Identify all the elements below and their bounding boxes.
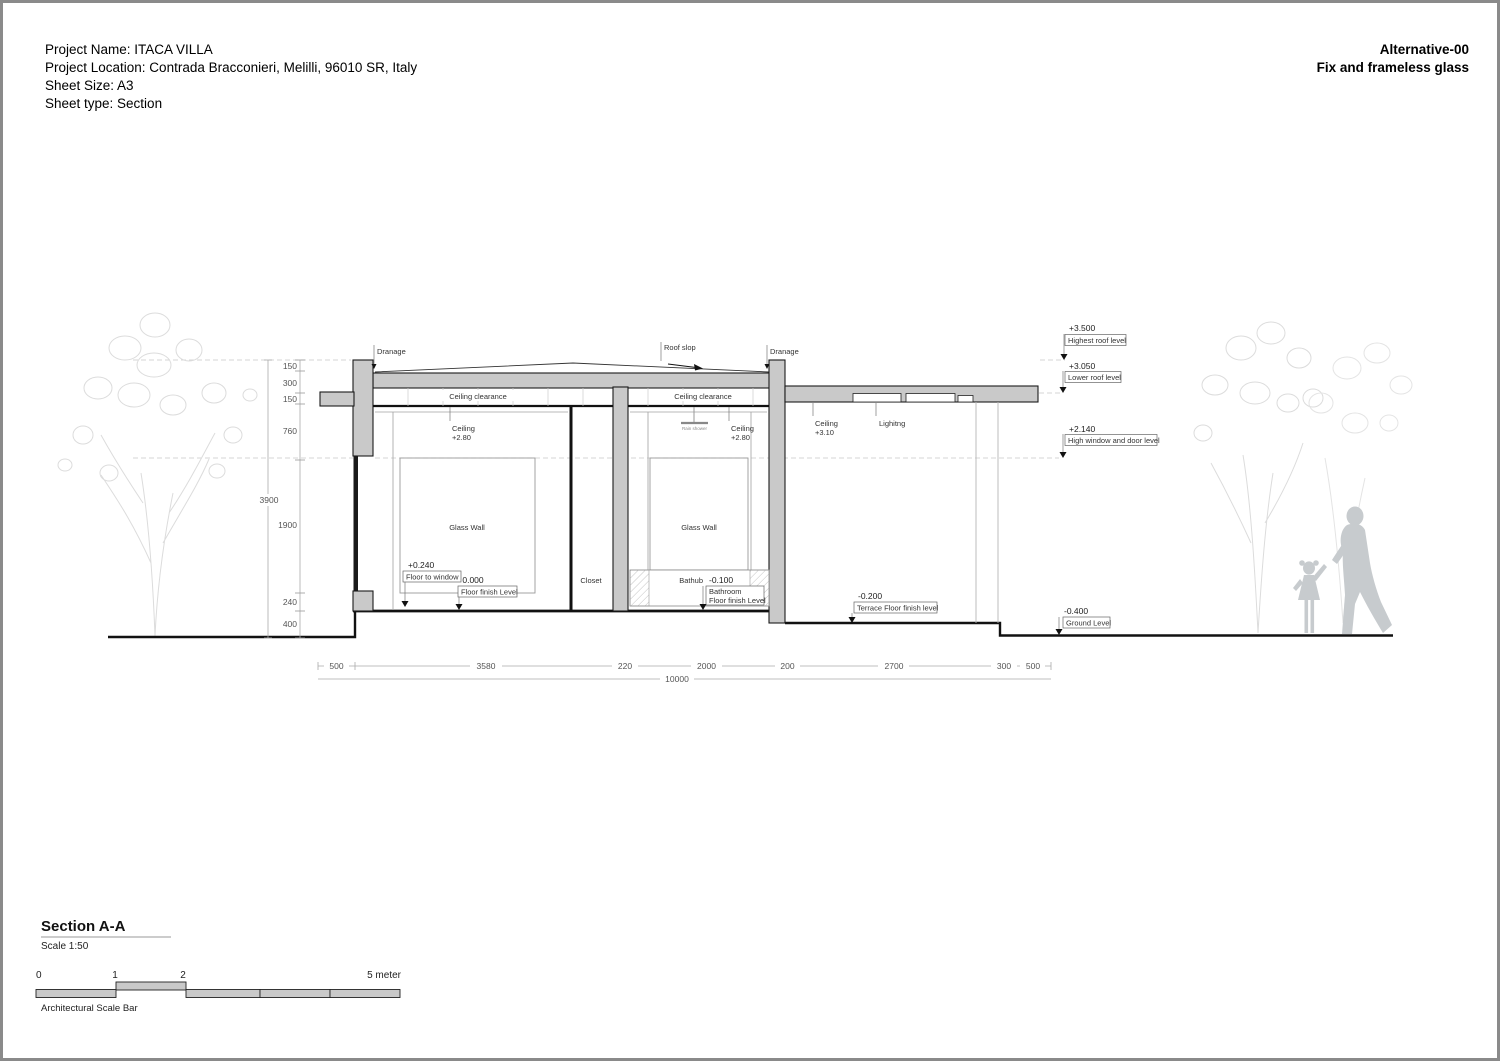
level-ground xyxy=(1056,606,1112,635)
sheet-size: Sheet Size: A3 xyxy=(45,78,134,93)
rain-shower-icon xyxy=(681,407,708,431)
svg-text:240: 240 xyxy=(282,597,297,607)
svg-text:150: 150 xyxy=(282,361,297,371)
left-sill-block xyxy=(353,591,373,611)
svg-text:Lower roof level: Lower roof level xyxy=(1068,373,1121,382)
svg-text:Bathroom: Bathroom xyxy=(709,587,742,596)
ground-line-left xyxy=(108,611,355,637)
svg-text:Highest roof level: Highest roof level xyxy=(1068,336,1126,345)
svg-text:150: 150 xyxy=(282,394,297,404)
svg-text:500: 500 xyxy=(329,661,344,671)
architectural-scale-bar xyxy=(36,970,402,1014)
roof-slope-label xyxy=(661,342,703,371)
svg-text:+3.500: +3.500 xyxy=(1069,323,1096,333)
tree-left xyxy=(58,313,257,636)
dim-bottom-total: 10000 xyxy=(665,674,689,684)
drainage-left-label xyxy=(372,345,406,369)
svg-text:300: 300 xyxy=(996,661,1012,671)
roof-slope-lines xyxy=(375,363,769,372)
svg-text:Ground Level: Ground Level xyxy=(1066,618,1112,628)
svg-text:Lighitng: Lighitng xyxy=(879,419,906,428)
svg-text:220: 220 xyxy=(617,661,633,671)
svg-text:Ceiling: Ceiling xyxy=(731,424,754,433)
sheet-type: Sheet type: Section xyxy=(45,96,163,111)
svg-text:Floor finish Level: Floor finish Level xyxy=(461,587,518,597)
floor-to-window-annotation xyxy=(402,560,462,607)
scale-bar-label: Architectural Scale Bar xyxy=(41,1003,138,1014)
closet-wall xyxy=(570,406,573,611)
ceiling-clearance-left: Ceiling clearance xyxy=(449,392,507,401)
canopy-light-recess xyxy=(906,394,955,403)
svg-text:0: 0 xyxy=(36,970,42,981)
alternative-subtitle: Fix and frameless glass xyxy=(1316,60,1469,75)
section-drawing xyxy=(3,3,1500,1061)
drainage-right-text: Dranage xyxy=(770,347,799,356)
svg-text:Terrace Floor finish level: Terrace Floor finish level xyxy=(857,603,939,613)
svg-text:1: 1 xyxy=(112,970,118,981)
drainage-left-text: Dranage xyxy=(377,347,406,356)
svg-text:High window and door level: High window and door level xyxy=(1068,436,1160,445)
alternative-title: Alternative-00 xyxy=(1379,42,1469,57)
closet-text: Closet xyxy=(580,576,602,585)
glass-wall-bath xyxy=(650,458,748,570)
svg-text:+2.80: +2.80 xyxy=(731,433,750,442)
left-glass-facade xyxy=(354,456,359,591)
middle-wall xyxy=(613,387,628,611)
right-wall xyxy=(769,360,785,623)
svg-text:1900: 1900 xyxy=(278,520,297,530)
svg-text:Ceiling: Ceiling xyxy=(815,419,838,428)
dimension-chain-bottom xyxy=(318,661,1051,685)
ceiling-clearance-right: Ceiling clearance xyxy=(674,392,732,401)
floor-finish-annotation xyxy=(456,575,519,610)
adult-figure xyxy=(1332,507,1392,635)
level-highest-roof xyxy=(1061,323,1127,360)
svg-text:+0.240: +0.240 xyxy=(408,560,435,570)
svg-text:200: 200 xyxy=(780,661,795,671)
rain-shower-text: Rain shower xyxy=(681,426,708,431)
svg-text:-0.200: -0.200 xyxy=(858,591,883,601)
svg-text:400: 400 xyxy=(282,619,297,629)
svg-text:Ceiling: Ceiling xyxy=(452,424,475,433)
svg-text:Bathub: Bathub xyxy=(679,576,703,585)
canopy-light-recess xyxy=(853,394,901,403)
svg-text:Floor to window: Floor to window xyxy=(406,572,459,582)
svg-text:+3.10: +3.10 xyxy=(815,428,834,437)
svg-text:+3.050: +3.050 xyxy=(1069,361,1096,371)
roof-slope-text: Roof slop xyxy=(664,343,696,352)
svg-text:2: 2 xyxy=(180,970,186,981)
svg-text:2700: 2700 xyxy=(884,661,904,671)
svg-text:-0.400: -0.400 xyxy=(1064,606,1089,616)
terrace-floor-annotation xyxy=(849,591,939,623)
roof-slab xyxy=(373,373,771,388)
left-parapet-wall xyxy=(353,360,373,456)
svg-text:5 meter: 5 meter xyxy=(367,970,401,981)
svg-text:760: 760 xyxy=(282,426,297,436)
section-title: Section A-A xyxy=(41,918,126,935)
level-high-window xyxy=(1060,424,1161,458)
glass-wall-left-text: Glass Wall xyxy=(449,523,485,532)
svg-text:2000: 2000 xyxy=(697,661,716,671)
section-scale: Scale 1:50 xyxy=(41,941,89,952)
svg-text:+2.140: +2.140 xyxy=(1069,424,1096,434)
svg-text:Floor finish Level: Floor finish Level xyxy=(709,596,766,605)
dim-left-total: 3900 xyxy=(259,495,279,505)
svg-text:500: 500 xyxy=(1025,661,1041,671)
child-figure xyxy=(1293,560,1327,633)
left-fin xyxy=(320,392,354,406)
level-lower-roof xyxy=(1060,361,1122,393)
project-name: Project Name: ITACA VILLA xyxy=(45,42,213,57)
svg-text:3580: 3580 xyxy=(476,661,496,671)
project-location: Project Location: Contrada Bracconieri, Melilli, 96010 SR, Italy xyxy=(45,60,418,75)
svg-text:300: 300 xyxy=(282,378,297,388)
terrace-ceiling-label xyxy=(813,403,838,437)
dimension-chain-left xyxy=(253,360,305,638)
glass-wall-bath-text: Glass Wall xyxy=(681,523,717,532)
canopy-light-recess xyxy=(958,396,973,403)
section-title-block xyxy=(41,918,171,952)
svg-text:+2.80: +2.80 xyxy=(452,433,471,442)
svg-text:0.000: 0.000 xyxy=(462,575,484,585)
svg-text:-0.100: -0.100 xyxy=(709,575,734,585)
lighting-label xyxy=(876,403,905,428)
